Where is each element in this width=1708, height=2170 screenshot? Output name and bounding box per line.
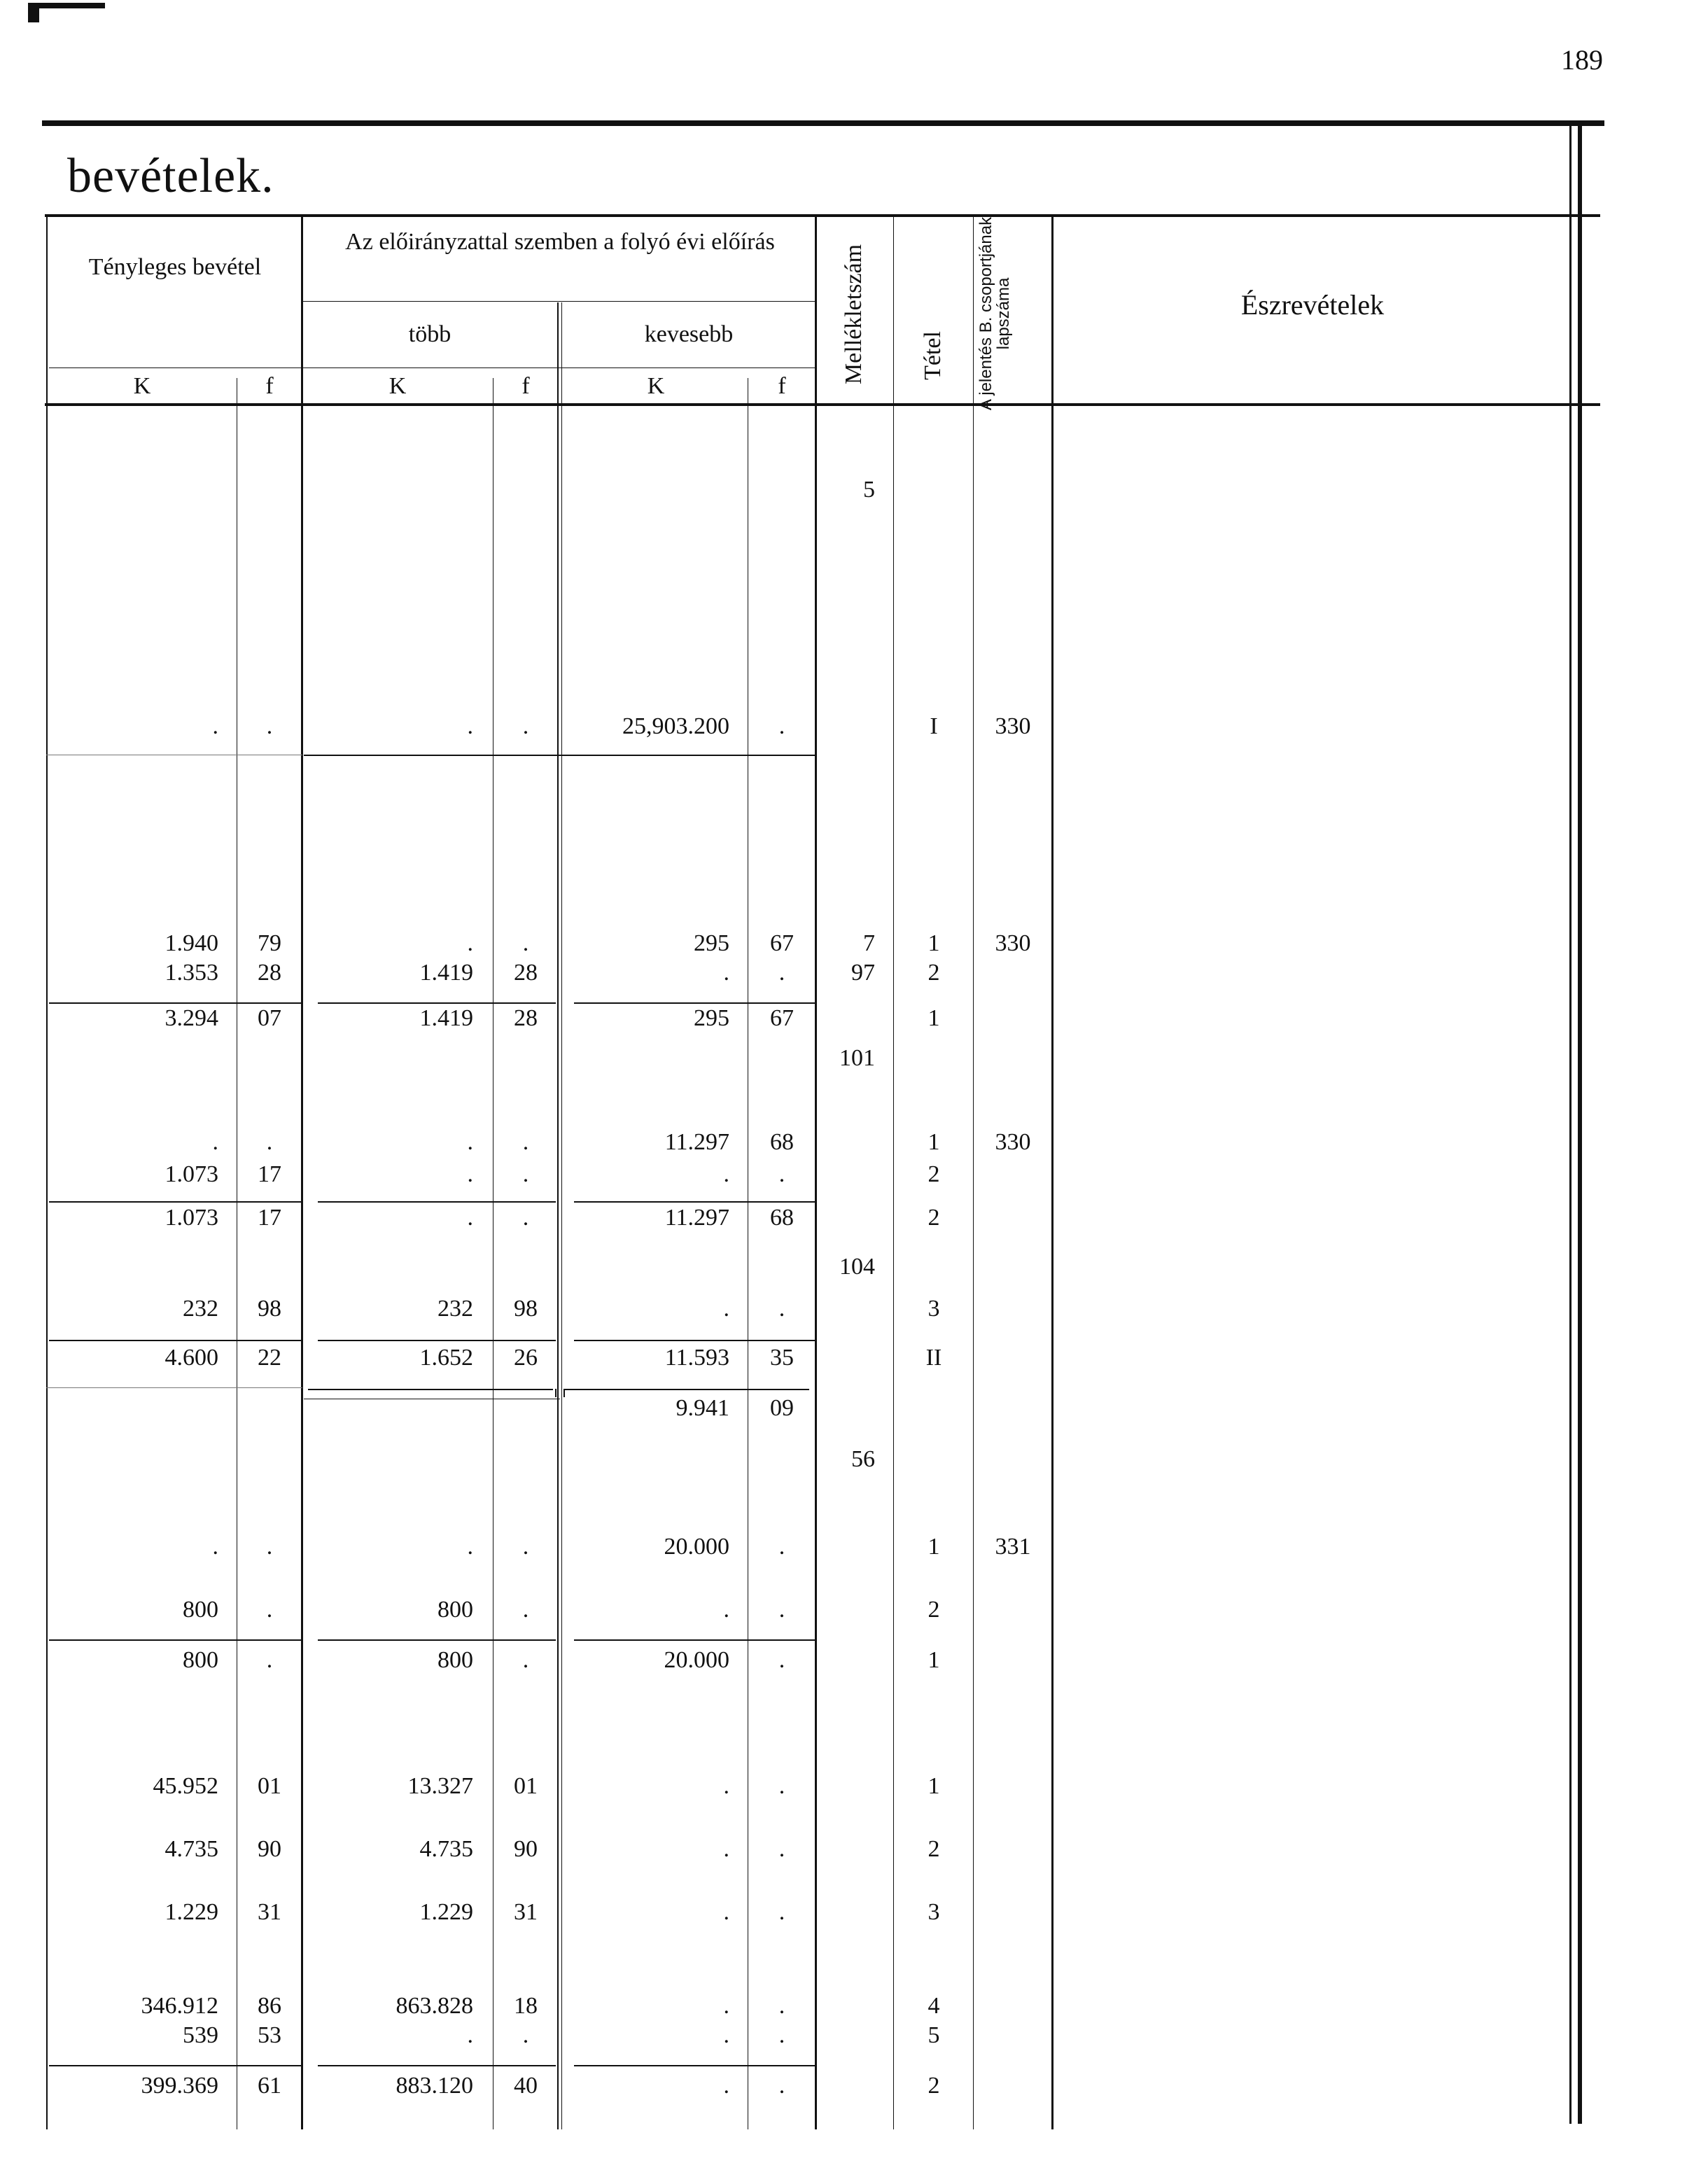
sum-rule-5c [574, 2065, 815, 2066]
cell-mf: . [522, 1161, 529, 1187]
cell-tf: 22 [258, 1345, 281, 1371]
cell-kf: . [778, 2073, 785, 2099]
cell-kK: 20.000 [664, 1647, 729, 1673]
cell-tf: 17 [258, 1161, 281, 1187]
col-line-mell-end [893, 217, 894, 2129]
cell-tf: 79 [258, 930, 281, 956]
header-mf: f [522, 373, 530, 399]
cell-mell: 7 [863, 930, 875, 956]
cell-tf: 61 [258, 2073, 281, 2099]
cell-tK: . [212, 713, 218, 739]
cell-kK: . [723, 1836, 729, 1862]
col-line-left [46, 217, 48, 2129]
header-tetel: Tétel [920, 331, 946, 380]
page-title: bevételek. [67, 149, 274, 203]
cell-mf: . [522, 1647, 529, 1673]
cell-tetel: 1 [927, 1129, 940, 1155]
cell-kf: . [778, 713, 785, 739]
header-tobb: több [408, 321, 451, 347]
cell-tK: 3.294 [164, 1005, 218, 1031]
cell-tetel: 4 [927, 1993, 940, 2019]
cell-tetel: 5 [927, 2022, 940, 2048]
cell-tetel: I [930, 713, 938, 739]
header-kevesebb: kevesebb [644, 321, 734, 347]
cell-tK: 1.073 [164, 1205, 218, 1231]
cell-tK: 800 [183, 1647, 218, 1673]
cell-tetel: 1 [927, 1773, 940, 1799]
cell-mK: 883.120 [396, 2073, 473, 2099]
cell-mf: 26 [514, 1345, 538, 1371]
cell-kK: . [723, 960, 729, 986]
cell-mK: 4.735 [419, 1836, 473, 1862]
cell-mf: . [522, 1129, 529, 1155]
cell-tf: 17 [258, 1205, 281, 1231]
cell-kK: 25,903.200 [622, 713, 729, 739]
cell-mf: . [522, 2022, 529, 2048]
cell-lap: 330 [995, 713, 1031, 739]
cell-kK: 11.593 [664, 1345, 729, 1371]
cell-tetel: 1 [927, 1534, 940, 1560]
cell-kK: 11.297 [664, 1205, 729, 1231]
cell-mf: 01 [514, 1773, 538, 1799]
sum-rule-2c [574, 1201, 815, 1203]
cell-tK: 1.940 [164, 930, 218, 956]
cell-tf: 86 [258, 1993, 281, 2019]
cell-mf: 28 [514, 960, 538, 986]
header-mK: K [388, 373, 407, 399]
cell-tetel: 1 [927, 930, 940, 956]
col-line-kevesebb-end [815, 217, 817, 2129]
cell-tf: . [266, 1534, 273, 1560]
cell-kK: 295 [694, 930, 729, 956]
sum-rule-3c [574, 1340, 815, 1341]
header-tK: K [133, 373, 151, 399]
cell-mK: 1.419 [419, 1005, 473, 1031]
cell-mf: 90 [514, 1836, 538, 1862]
cell-tetel: 1 [927, 1647, 940, 1673]
cell-mf: 18 [514, 1993, 538, 2019]
cell-kf: . [778, 1773, 785, 1799]
cell-kf: . [778, 1597, 785, 1623]
cell-mK: 800 [438, 1647, 473, 1673]
cell-tK: . [212, 1534, 218, 1560]
cell-mK: . [467, 1129, 473, 1155]
header-mellekletszam: Mellékletszám [841, 244, 867, 385]
top-thick-rule [42, 120, 1604, 126]
cell-mf: 28 [514, 1005, 538, 1031]
cell-kf: . [778, 1534, 785, 1560]
cell-mK: 232 [438, 1296, 473, 1322]
cell-tK: 4.600 [164, 1345, 218, 1371]
col-line-lap-end [1051, 217, 1054, 2129]
cell-mK: 863.828 [396, 1993, 473, 2019]
header-bottom-rule [45, 403, 1600, 406]
cell-tf: . [266, 1647, 273, 1673]
cell-kK: . [723, 1161, 729, 1187]
brace-tip [555, 1389, 565, 1397]
cell-mf: . [522, 1205, 529, 1231]
brace-line-left [308, 1389, 553, 1390]
cell-tf: 28 [258, 960, 281, 986]
cell-kK: 295 [694, 1005, 729, 1031]
cell-mell: 5 [863, 477, 875, 503]
corner-mark [28, 3, 105, 8]
right-border-outer [1578, 120, 1582, 2124]
cell-lap: 331 [995, 1534, 1031, 1560]
cell-kf: 68 [770, 1205, 794, 1231]
sum-rule-4 [49, 1639, 301, 1641]
cell-tf: . [266, 713, 273, 739]
rule-after-I-b [304, 755, 815, 756]
sum-rule-2b [318, 1201, 556, 1203]
cell-tetel: 3 [927, 1899, 940, 1925]
header-jelentes-text: A jelentés B. csoportjának lapszáma [976, 216, 1013, 411]
cell-tK: 1.353 [164, 960, 218, 986]
col-line-tenyleges-end [301, 217, 303, 2129]
cell-tf: 53 [258, 2022, 281, 2048]
cell-tf: 01 [258, 1773, 281, 1799]
cell-mf: . [522, 1597, 529, 1623]
title-rule [45, 214, 1600, 217]
sum-rule-2 [49, 1201, 301, 1203]
header-kK: K [647, 373, 665, 399]
cell-tf: 90 [258, 1836, 281, 1862]
cell-tetel: 2 [927, 960, 940, 986]
cell-kK: . [723, 1773, 729, 1799]
page-number: 189 [1561, 44, 1603, 76]
cell-tf: 31 [258, 1899, 281, 1925]
cell-kK: . [723, 1899, 729, 1925]
sum-rule-1 [49, 1002, 301, 1004]
cell-tK: 539 [183, 2022, 218, 2048]
cell-tetel: 2 [927, 2073, 940, 2099]
cell-mell: 56 [851, 1446, 875, 1472]
cell-tK: 4.735 [164, 1836, 218, 1862]
sum-rule-1b [318, 1002, 556, 1004]
cell-kf: . [778, 1993, 785, 2019]
cell-mK: 800 [438, 1597, 473, 1623]
cell-mf: . [522, 930, 529, 956]
cell-tetel: 2 [927, 1205, 940, 1231]
cell-tK: 232 [183, 1296, 218, 1322]
cell-mK: 1.229 [419, 1899, 473, 1925]
cell-mK: . [467, 2022, 473, 2048]
cell-mf: 31 [514, 1899, 538, 1925]
cell-kK: . [723, 2073, 729, 2099]
cell-mK: . [467, 1205, 473, 1231]
cell-tK: 800 [183, 1597, 218, 1623]
header-group: Az előirányzattal szemben a folyó évi előírás [345, 229, 775, 255]
cell-mf: . [522, 1534, 529, 1560]
cell-kf: 68 [770, 1129, 794, 1155]
cell-kK: 11.297 [664, 1129, 729, 1155]
sum-rule-3 [49, 1340, 301, 1341]
sum-rule-4b [318, 1639, 556, 1641]
sum-rule-4c [574, 1639, 815, 1641]
cell-tf: . [266, 1129, 273, 1155]
cell-lap: 330 [995, 1129, 1031, 1155]
cell-kf: . [778, 2022, 785, 2048]
cell-tetel: 3 [927, 1296, 940, 1322]
cell-kf: 67 [770, 1005, 794, 1031]
sum-rule-1c [574, 1002, 815, 1004]
col-line-tobb-end [557, 302, 559, 2129]
header-tf: f [265, 373, 274, 399]
cell-mell: 97 [851, 960, 875, 986]
right-border [1569, 120, 1572, 2124]
cell-mK: . [467, 930, 473, 956]
cell-kf: 35 [770, 1345, 794, 1371]
cell-mK: . [467, 1161, 473, 1187]
corner-mark-b [28, 3, 39, 22]
cell-kf: . [778, 1296, 785, 1322]
cell-tf: . [266, 1597, 273, 1623]
brace-line-right [564, 1389, 809, 1390]
cell-kf: 67 [770, 930, 794, 956]
cell-mK: . [467, 713, 473, 739]
cell-kK: . [723, 1993, 729, 2019]
cell-kf: . [778, 1161, 785, 1187]
cell-kf: 09 [770, 1395, 794, 1421]
cell-kK: . [723, 1296, 729, 1322]
cell-tf: 07 [258, 1005, 281, 1031]
header-tenyleges: Tényleges bevétel [88, 254, 262, 280]
header-kf: f [778, 373, 786, 399]
cell-mf: . [522, 713, 529, 739]
cell-mK: . [467, 1534, 473, 1560]
cell-kK: 9.941 [676, 1395, 729, 1421]
cell-mell: 104 [839, 1254, 875, 1280]
cell-tf: 98 [258, 1296, 281, 1322]
cell-tK: 45.952 [153, 1773, 218, 1799]
cell-tK: 346.912 [141, 1993, 218, 2019]
sum-rule-5 [49, 2065, 301, 2066]
sum-rule-5b [318, 2065, 556, 2066]
header-eszrevetelek: Észrevételek [1240, 289, 1385, 321]
cell-kf: . [778, 960, 785, 986]
header-jelentes [977, 216, 1047, 412]
cell-mell: 101 [839, 1045, 875, 1071]
rule-after-II [46, 1387, 302, 1388]
cell-mK: 1.419 [419, 960, 473, 986]
cell-kK: . [723, 1597, 729, 1623]
cell-tK: 1.229 [164, 1899, 218, 1925]
cell-kf: . [778, 1836, 785, 1862]
sum-rule-3b [318, 1340, 556, 1341]
cell-tetel: II [925, 1345, 942, 1371]
header-group-rule [302, 301, 815, 302]
cell-tK: 1.073 [164, 1161, 218, 1187]
cell-tK: . [212, 1129, 218, 1155]
cell-mK: 1.652 [419, 1345, 473, 1371]
cell-kK: 20.000 [664, 1534, 729, 1560]
cell-kK: . [723, 2022, 729, 2048]
cell-tetel: 2 [927, 1597, 940, 1623]
cell-lap: 330 [995, 930, 1031, 956]
cell-mf: 40 [514, 2073, 538, 2099]
col-line-tetel-end [973, 217, 974, 2129]
cell-kf: . [778, 1647, 785, 1673]
cell-mK: 13.327 [407, 1773, 473, 1799]
cell-tetel: 1 [927, 1005, 940, 1031]
cell-tetel: 2 [927, 1836, 940, 1862]
cell-tK: 399.369 [141, 2073, 218, 2099]
cell-kf: . [778, 1899, 785, 1925]
cell-tetel: 2 [927, 1161, 940, 1187]
cell-mf: 98 [514, 1296, 538, 1322]
